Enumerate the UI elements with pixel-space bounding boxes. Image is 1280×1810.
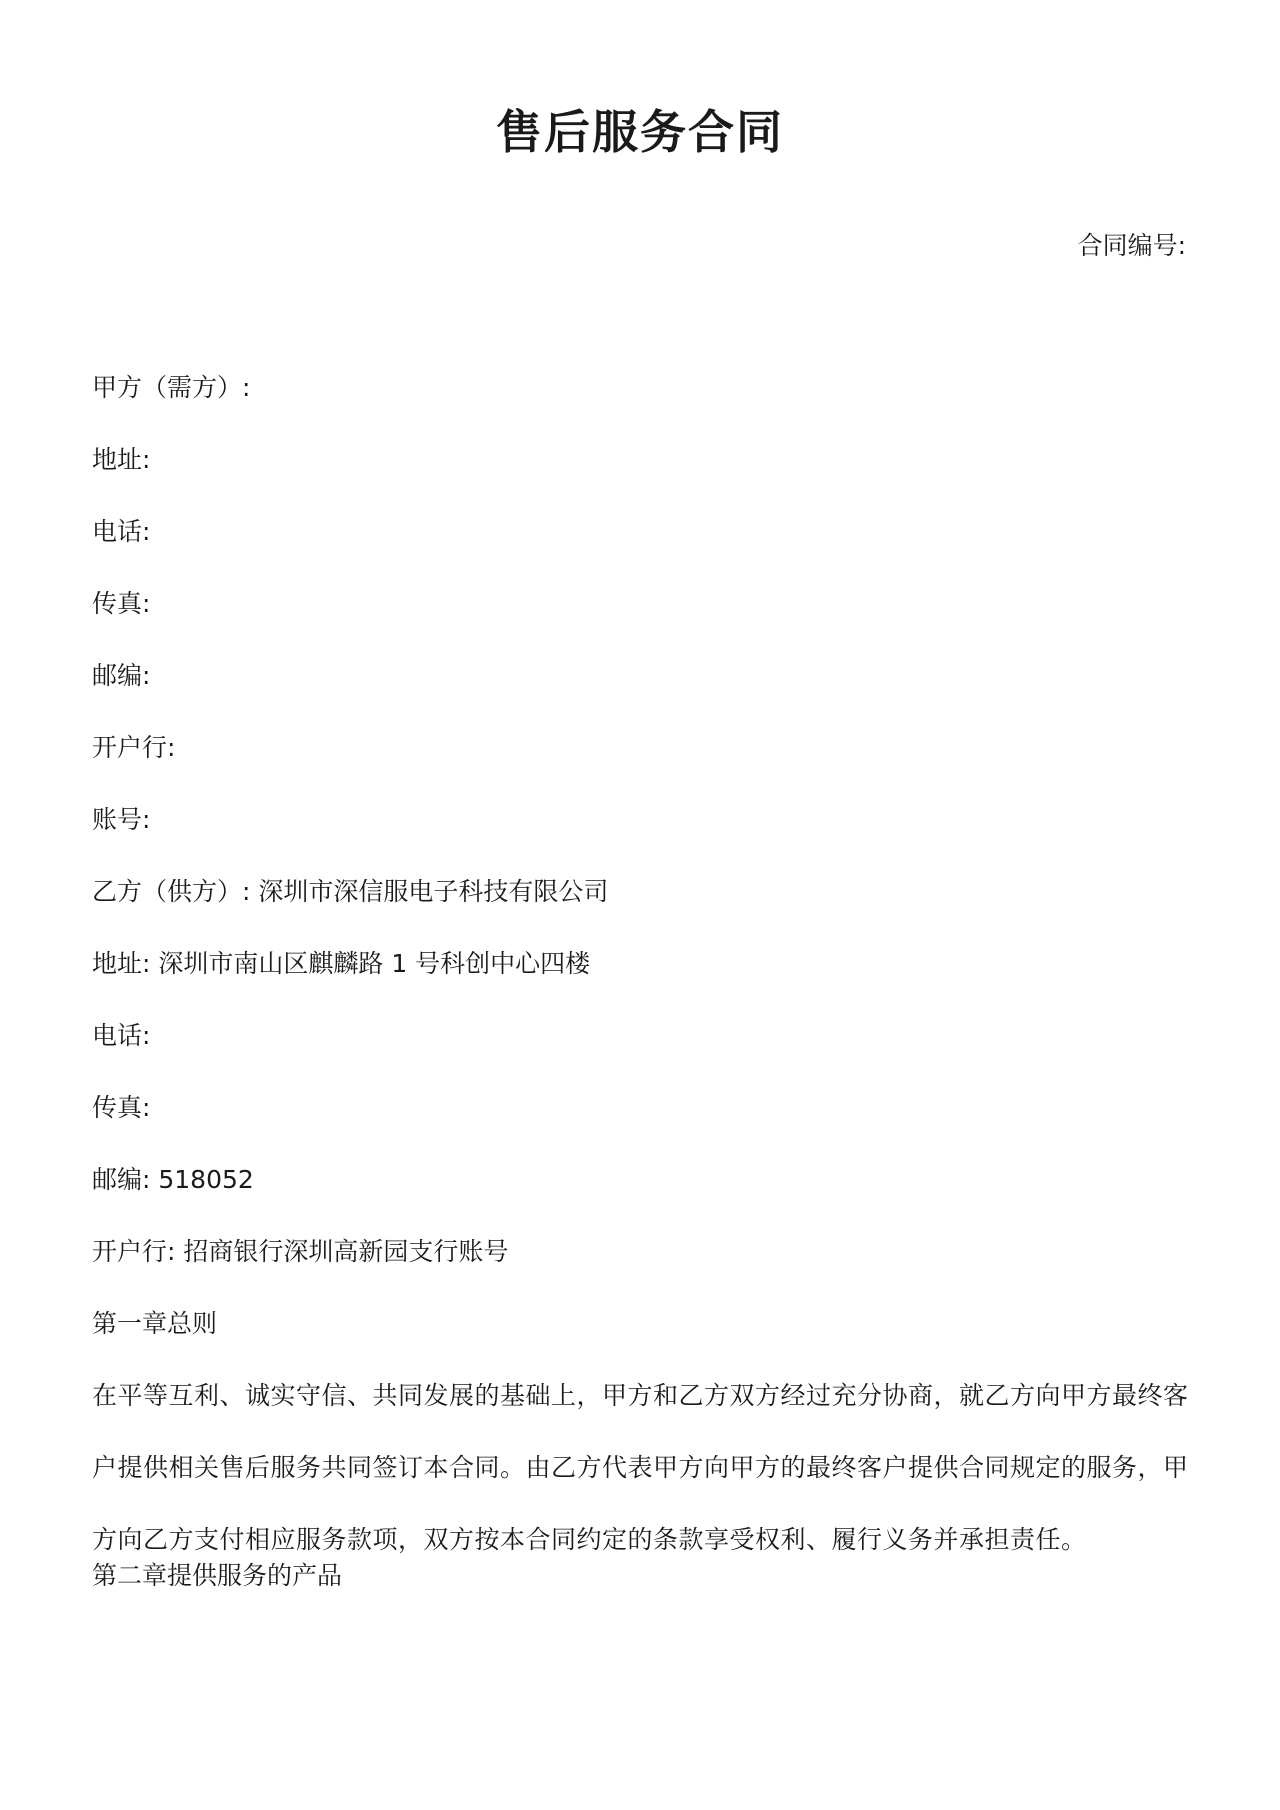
party-a-bank: 开户行: [92,733,176,762]
chapter-1-heading: 第一章总则 [92,1309,218,1338]
party-a-phone: 电话: [92,517,151,546]
party-a-account: 账号: [92,805,151,834]
contract-number-label: 合同编号: [1077,231,1186,260]
party-b-fax: 传真: [92,1093,151,1122]
party-b-address: 地址: 深圳市南山区麒麟路 1 号科创中心四楼 [92,949,591,978]
party-a-postcode: 邮编: [92,661,151,690]
party-b-postcode: 邮编: 518052 [92,1165,254,1194]
party-b-phone: 电话: [92,1021,151,1050]
party-b-bank: 开户行: 招商银行深圳高新园支行账号 [92,1237,509,1266]
chapter-1-paragraph: 在平等互利、诚实守信、共同发展的基础上，甲方和乙方双方经过充分协商，就乙方向甲方最终客户提供相关售后服务共同签订本合同。由乙方代表甲方向甲方的最终客户提供合同规定的服务，甲方向乙方支付相应服务款项，双方按本合同约定的条款享受权利、履行义务并承担责任。 [92,1381,1189,1554]
party-b-heading: 乙方（供方）: 深圳市深信服电子科技有限公司 [92,877,609,906]
party-a-heading: 甲方（需方）: [92,373,251,402]
chapter-2-heading: 第二章提供服务的产品 [92,1561,343,1590]
party-a-fax: 传真: [92,589,151,618]
contract-body [92,370,1192,1630]
party-a-address: 地址: [92,445,151,474]
document-title: 售后服务合同 [496,105,784,159]
